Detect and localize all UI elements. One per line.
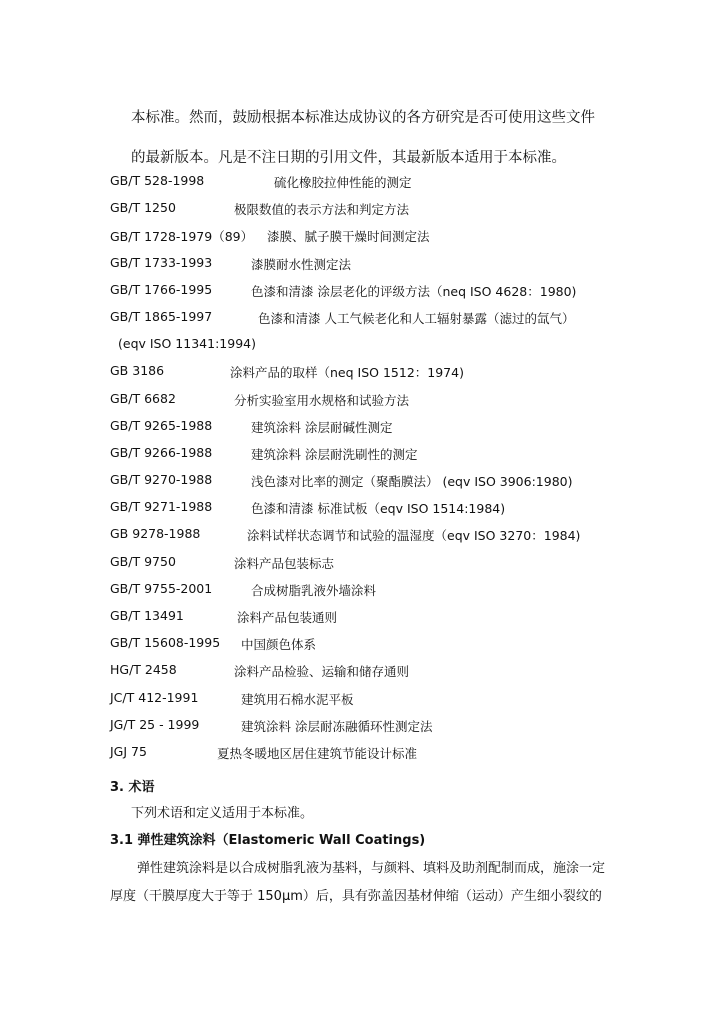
normative-references-list <box>110 170 710 768</box>
reference-code: JC/T 412-1991 <box>110 689 199 705</box>
reference-title: 建筑涂料 涂层耐碱性测定 <box>251 419 393 435</box>
reference-code: GB/T 528-1998 <box>110 173 205 188</box>
reference-code: JGJ 75 <box>110 743 147 759</box>
reference-title: 涂料产品的取样（neq ISO 1512：1974) <box>230 365 464 381</box>
reference-item <box>110 632 710 659</box>
reference-title: 色漆和清漆 标准试板（eqv ISO 1514:1984) <box>251 501 506 517</box>
reference-title: 合成树脂乳液外墙涂料 <box>251 582 377 598</box>
reference-item <box>110 551 710 578</box>
reference-code: HG/T 2458 <box>110 662 177 678</box>
reference-code: GB/T 15608-1995 <box>110 635 221 651</box>
reference-code: GB 9278-1988 <box>110 526 201 542</box>
reference-item <box>110 714 710 741</box>
reference-title: 涂料产品包装通则 <box>237 610 338 625</box>
reference-item <box>110 388 710 415</box>
reference-title: 漆膜耐水性测定法 <box>251 256 352 272</box>
reference-item <box>110 469 710 496</box>
reference-code: JG/T 25 - 1999 <box>110 716 200 732</box>
reference-code: GB/T 9270-1988 <box>110 472 213 488</box>
section-intro: 下列术语和定义适用于本标准。 <box>131 806 314 821</box>
reference-title: 涂料试样状态调节和试验的温湿度（eqv ISO 3270：1984) <box>247 528 581 544</box>
reference-item <box>110 224 710 251</box>
reference-title: 色漆和清漆 涂层老化的评级方法（neq ISO 4628：1980) <box>251 283 577 299</box>
reference-title: 建筑用石棉水泥平板 <box>241 691 354 707</box>
reference-item <box>110 197 710 224</box>
reference-item <box>110 578 710 605</box>
reference-title: 极限数值的表示方法和判定方法 <box>234 202 410 218</box>
subsection-heading: 3.1 弹性建筑涂料（Elastomeric Wall Coatings) <box>110 833 426 848</box>
reference-item <box>110 605 710 632</box>
reference-item <box>110 306 710 333</box>
reference-item <box>110 442 710 469</box>
reference-title: 涂料产品检验、运输和储存通则 <box>234 664 410 680</box>
reference-title: 涂料产品包装标志 <box>234 555 335 571</box>
reference-item <box>110 415 710 442</box>
reference-title: 浅色漆对比率的测定（聚酯膜法） (eqv ISO 3906:1980) <box>251 474 573 490</box>
reference-title: 硫化橡胶拉伸性能的测定 <box>274 175 412 190</box>
reference-item <box>110 523 710 550</box>
reference-item <box>110 170 710 197</box>
reference-title: 建筑涂料 涂层耐洗刷性的测定 <box>251 446 418 462</box>
reference-code: GB/T 1250 <box>110 200 176 216</box>
reference-code: GB/T 9755-2001 <box>110 580 213 596</box>
reference-item <box>110 496 710 523</box>
reference-title: (eqv ISO 11341:1994) <box>118 336 256 352</box>
reference-continuation <box>110 333 710 360</box>
reference-code: GB/T 1865-1997 <box>110 308 213 324</box>
reference-code: GB 3186 <box>110 363 165 379</box>
reference-code: GB/T 13491 <box>110 608 184 623</box>
reference-item <box>110 252 710 279</box>
reference-title: 分析实验室用水规格和试验方法 <box>234 392 410 408</box>
reference-title: 漆膜、腻子膜干燥时间测定法 <box>267 229 430 245</box>
reference-code: GB/T 1733-1993 <box>110 254 213 270</box>
reference-item <box>110 741 710 768</box>
reference-code: GB/T 9750 <box>110 553 176 569</box>
reference-code: GB/T 9265-1988 <box>110 417 213 433</box>
reference-code: GB/T 1766-1995 <box>110 281 213 297</box>
reference-code: GB/T 9266-1988 <box>110 444 213 460</box>
reference-item <box>110 279 710 306</box>
definition-paragraph-line: 弹性建筑涂料是以合成树脂乳液为基料，与颜料、填料及助剂配制而成，施涂一定 <box>137 861 606 876</box>
reference-item <box>110 659 710 686</box>
reference-title: 色漆和清漆 人工气候老化和人工辐射暴露（滤过的氙气） <box>258 310 575 326</box>
reference-item <box>110 687 710 714</box>
reference-code: GB/T 1728-1979（89） <box>110 229 254 245</box>
definition-paragraph-line: 厚度（干膜厚度大于等于 150μm）后，具有弥盖因基材伸缩（运动）产生细小裂纹的 <box>110 889 602 904</box>
intro-line-1: 本标准。然而，鼓励根据本标准达成协议的各方研究是否可使用这些文件 <box>131 110 595 126</box>
reference-title: 中国颜色体系 <box>241 637 317 653</box>
reference-title: 建筑涂料 涂层耐冻融循环性测定法 <box>241 718 433 734</box>
reference-code: GB/T 9271-1988 <box>110 499 213 515</box>
reference-code: GB/T 6682 <box>110 390 176 406</box>
intro-line-2: 的最新版本。凡是不注日期的引用文件，其最新版本适用于本标准。 <box>131 150 566 166</box>
section-heading: 3. 术语 <box>110 780 155 795</box>
reference-item <box>110 360 710 387</box>
reference-title: 夏热冬暖地区居住建筑节能设计标准 <box>217 745 418 761</box>
